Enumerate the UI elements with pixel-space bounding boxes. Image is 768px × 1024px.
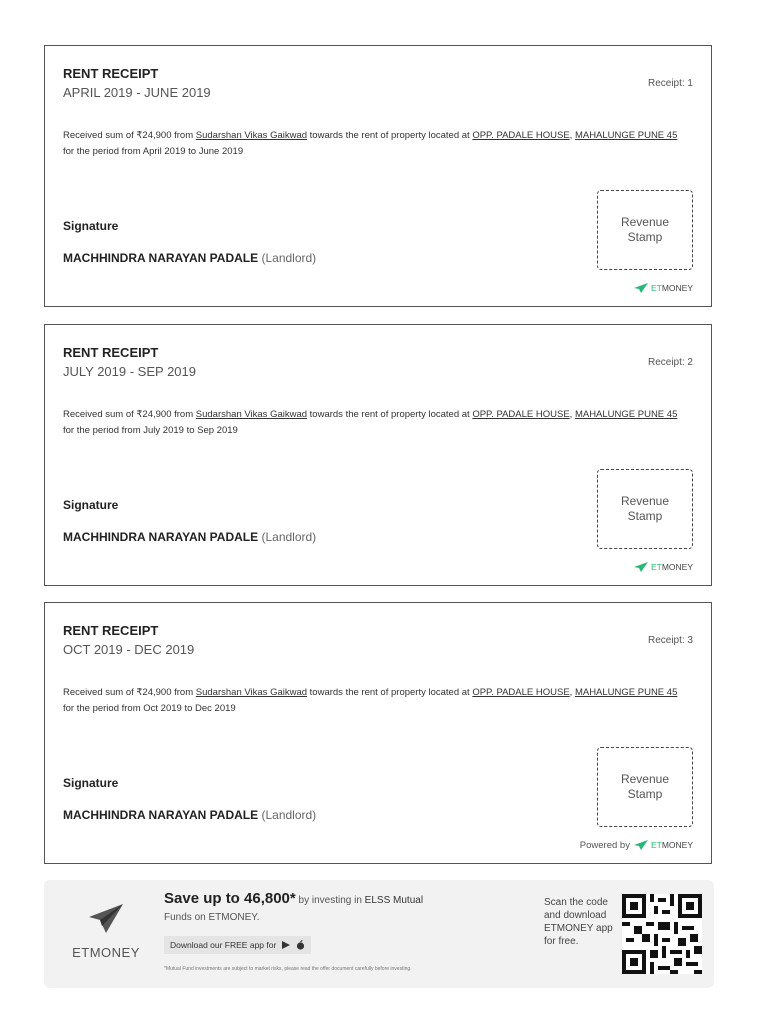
signature-label: Signature — [63, 776, 119, 790]
etmoney-brand: ET MONEY — [633, 282, 693, 294]
signature-label: Signature — [63, 498, 119, 512]
etmoney-logo-icon — [633, 561, 649, 573]
receipt-body: Received sum of ₹24,900 from Sudarshan Vikas Gaikwad towards the rent of property located at OPP. PADALE HOUSE, MAHALUNGE PUNE 45 for the period from July 2019 to Sep 2019 — [63, 409, 678, 436]
receipt-body: Received sum of ₹24,900 from Sudarshan Vikas Gaikwad towards the rent of property located at OPP. PADALE HOUSE, MAHALUNGE PUNE 45 for the period from Oct 2019 to Dec 2019 — [63, 687, 678, 714]
landlord — [63, 251, 316, 265]
revenue-stamp-box — [597, 747, 693, 827]
etmoney-logo-icon — [633, 282, 649, 294]
receipt-title: RENT RECEIPT — [63, 66, 159, 81]
landlord-role: (Landlord) — [261, 530, 317, 544]
promo-banner[interactable] — [44, 880, 714, 988]
period-range: Oct 2019 to Dec 2019 — [143, 703, 236, 714]
revenue-stamp-box — [597, 190, 693, 270]
receipt-number: Receipt: 3 — [647, 635, 693, 646]
landlord — [63, 530, 316, 544]
scan-instructions: Scan the code and download ETMONEY app for free. — [544, 897, 613, 947]
period-range: April 2019 to June 2019 — [142, 146, 244, 157]
receipt-title: RENT RECEIPT — [63, 345, 159, 360]
address-line2: MAHALUNGE PUNE 45 — [574, 687, 678, 698]
receipt-number: Receipt: 2 — [647, 357, 693, 368]
etmoney-brand: Powered by ET MONEY — [579, 839, 693, 851]
address-line1: OPP. PADALE HOUSE — [472, 130, 570, 141]
powered-by-label: Powered by — [579, 839, 630, 851]
download-app-badge[interactable]: Download our FREE app for — [164, 936, 311, 954]
receipt-period: OCT 2019 - DEC 2019 — [63, 642, 195, 657]
landlord-name: MACHHINDRA NARAYAN PADALE — [63, 808, 259, 822]
tenant-name: Sudarshan Vikas Gaikwad — [195, 687, 308, 698]
revenue-stamp-box — [597, 469, 693, 549]
period-range: July 2019 to Sep 2019 — [143, 425, 238, 436]
etmoney-brand: ET MONEY — [633, 561, 693, 573]
landlord-name: MACHHINDRA NARAYAN PADALE — [63, 530, 259, 544]
savings-amount: Save up to 46,800* — [164, 890, 296, 907]
apple-icon[interactable] — [296, 940, 305, 950]
receipt-title: RENT RECEIPT — [63, 623, 159, 638]
etmoney-logo-icon — [633, 839, 649, 851]
address-line2: MAHALUNGE PUNE 45 — [574, 130, 678, 141]
rent-receipt-1 — [44, 45, 712, 307]
banner-headline: Save up to 46,800* by investing in ELSS Mutual Funds on ETMONEY. — [164, 890, 424, 923]
receipt-number: Receipt: 1 — [647, 78, 693, 89]
landlord — [63, 808, 316, 822]
receipt-period: JULY 2019 - SEP 2019 — [63, 364, 196, 379]
address-line1: OPP. PADALE HOUSE — [472, 409, 570, 420]
landlord-role: (Landlord) — [261, 808, 317, 822]
stamp-label: Revenue Stamp — [620, 772, 670, 801]
stamp-label: Revenue Stamp — [620, 494, 670, 523]
stamp-label: Revenue Stamp — [620, 215, 670, 244]
rent-receipt-2 — [44, 324, 712, 586]
receipt-period: APRIL 2019 - JUNE 2019 — [63, 85, 211, 100]
play-store-icon[interactable] — [281, 940, 291, 950]
tenant-name: Sudarshan Vikas Gaikwad — [195, 130, 308, 141]
tenant-name: Sudarshan Vikas Gaikwad — [195, 409, 308, 420]
landlord-name: MACHHINDRA NARAYAN PADALE — [63, 251, 259, 265]
etmoney-logo-icon — [86, 902, 126, 936]
address-line2: MAHALUNGE PUNE 45 — [574, 409, 678, 420]
signature-label: Signature — [63, 219, 119, 233]
address-line1: OPP. PADALE HOUSE — [472, 687, 570, 698]
banner-logo — [58, 902, 154, 960]
banner-logo-text: ETMONEY — [72, 945, 140, 960]
receipt-body: Received sum of ₹24,900 from Sudarshan Vikas Gaikwad towards the rent of property located at OPP. PADALE HOUSE, MAHALUNGE PUNE 45 for the period from April 2019 to June 2019 — [63, 130, 678, 157]
qr-code-icon[interactable] — [622, 894, 702, 974]
landlord-role: (Landlord) — [261, 251, 317, 265]
rent-receipt-3 — [44, 602, 712, 864]
disclaimer-text: *Mutual Fund investments are subject to market risks, please read the offer document carefully before investing. — [164, 966, 412, 972]
